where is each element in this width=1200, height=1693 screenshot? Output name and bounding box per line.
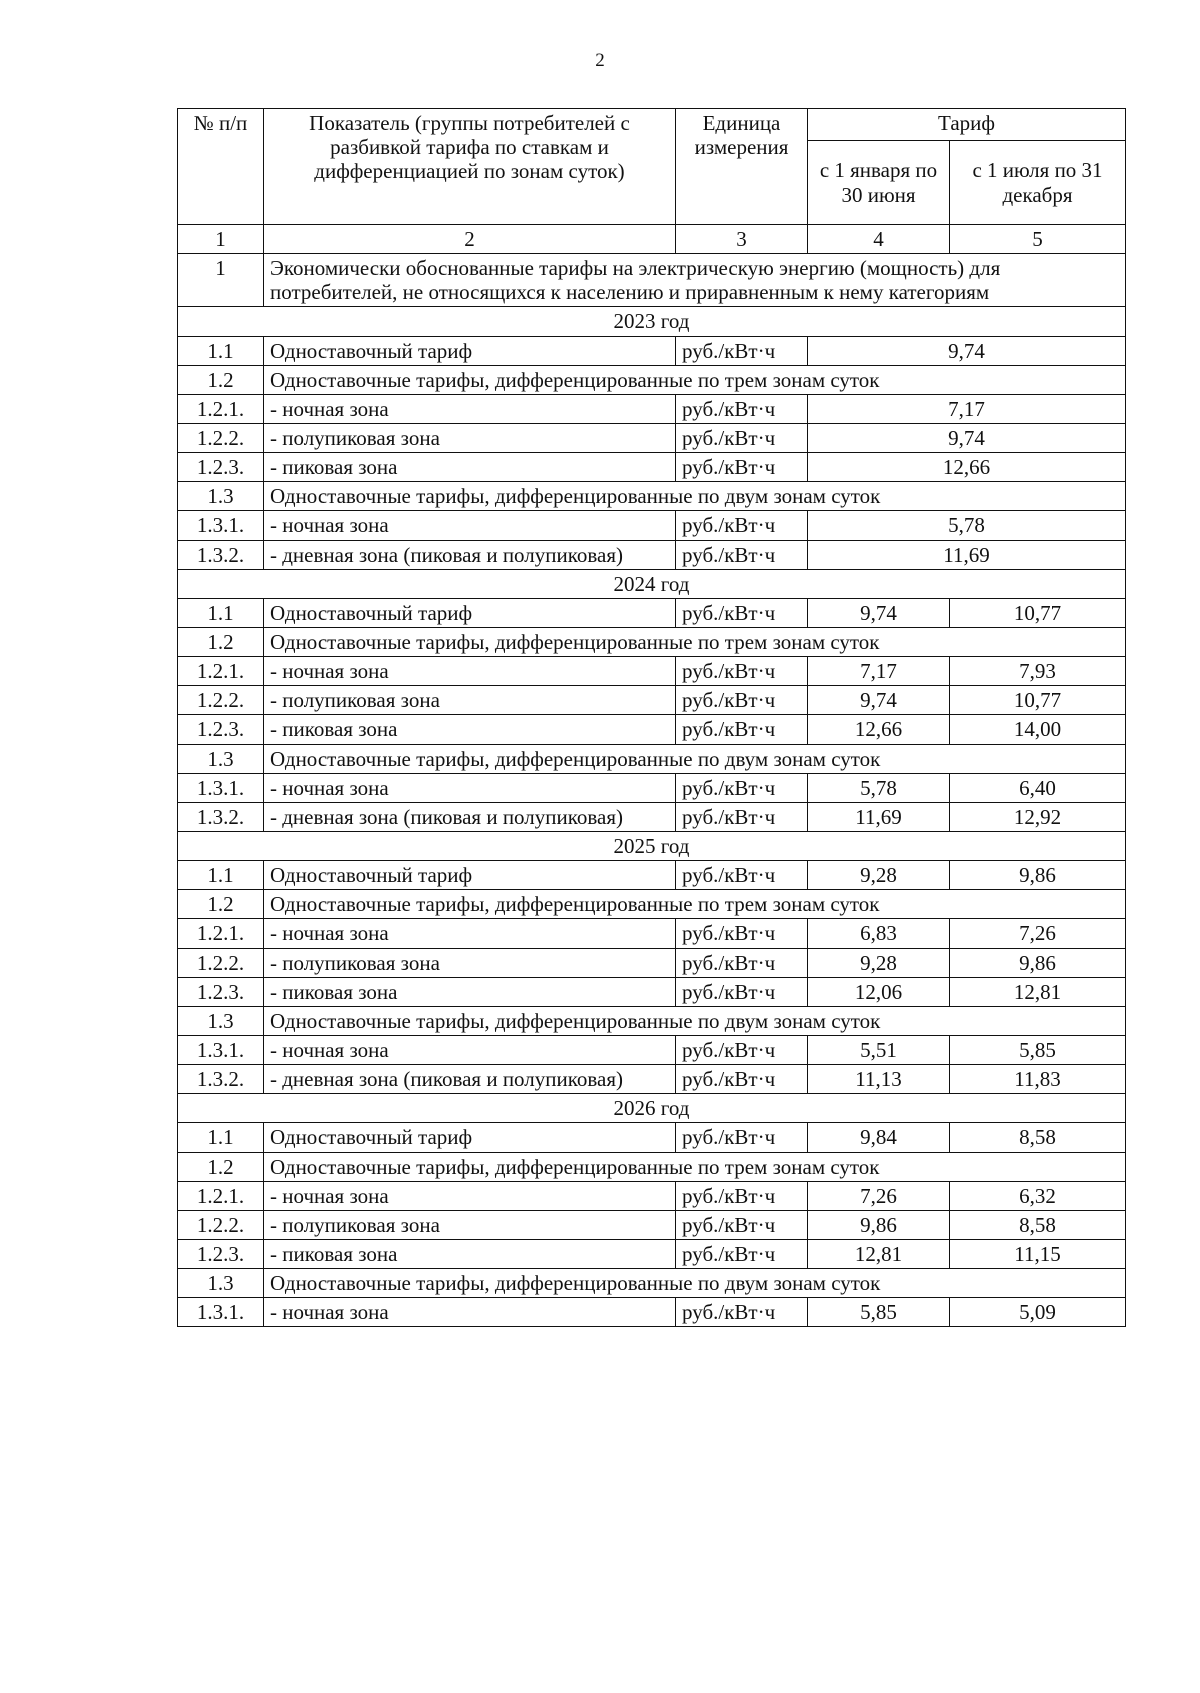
tariff-value-h1: 7,17 bbox=[808, 657, 950, 686]
row-name: - полупиковая зона bbox=[264, 686, 676, 715]
unit-cell: руб./кВт·ч bbox=[676, 1035, 808, 1064]
row-number: 1.2.3. bbox=[178, 715, 264, 744]
row-name: - дневная зона (пиковая и полупиковая) bbox=[264, 1065, 676, 1094]
tariff-value: 5,78 bbox=[808, 511, 1126, 540]
year-row bbox=[178, 831, 1126, 860]
tariff-row bbox=[178, 1065, 1126, 1094]
tariff-row bbox=[178, 1035, 1126, 1064]
tariff-value: 7,17 bbox=[808, 394, 1126, 423]
row-number: 1.2.2. bbox=[178, 948, 264, 977]
unit-cell: руб./кВт·ч bbox=[676, 686, 808, 715]
unit-cell: руб./кВт·ч bbox=[676, 540, 808, 569]
row-name: - дневная зона (пиковая и полупиковая) bbox=[264, 802, 676, 831]
tariff-row bbox=[178, 1210, 1126, 1239]
unit-cell: руб./кВт·ч bbox=[676, 1123, 808, 1152]
year-label: 2024 год bbox=[178, 569, 1126, 598]
row-name: - пиковая зона bbox=[264, 977, 676, 1006]
tariff-row bbox=[178, 1298, 1126, 1327]
row-number: 1.3.2. bbox=[178, 802, 264, 831]
tariff-row bbox=[178, 657, 1126, 686]
section-title: Экономически обоснованные тарифы на электрическую энергию (мощность) для потребителей, не относящихся к населению и приравненным к нему категориям bbox=[264, 254, 1126, 307]
tariff-row bbox=[178, 1181, 1126, 1210]
unit-cell: руб./кВт·ч bbox=[676, 802, 808, 831]
tariff-value-h2: 7,93 bbox=[950, 657, 1126, 686]
tariff-value-h1: 9,28 bbox=[808, 948, 950, 977]
column-number-row bbox=[178, 225, 1126, 254]
column-number: 5 bbox=[950, 225, 1126, 254]
row-number: 1.2.2. bbox=[178, 423, 264, 452]
unit-cell: руб./кВт·ч bbox=[676, 977, 808, 1006]
group-row bbox=[178, 1269, 1126, 1298]
tariff-value-h1: 12,81 bbox=[808, 1239, 950, 1268]
row-number: 1.3 bbox=[178, 1006, 264, 1035]
header-unit: Единица измерения bbox=[676, 109, 808, 225]
tariff-value-h1: 6,83 bbox=[808, 919, 950, 948]
tariff-value: 9,74 bbox=[808, 423, 1126, 452]
section-number: 1 bbox=[178, 254, 264, 307]
tariff-value: 11,69 bbox=[808, 540, 1126, 569]
row-name: Одноставочный тариф bbox=[264, 1123, 676, 1152]
tariff-row bbox=[178, 802, 1126, 831]
year-row bbox=[178, 1094, 1126, 1123]
unit-cell: руб./кВт·ч bbox=[676, 948, 808, 977]
year-row bbox=[178, 307, 1126, 336]
tariff-row bbox=[178, 598, 1126, 627]
tariff-row bbox=[178, 511, 1126, 540]
row-name: - ночная зона bbox=[264, 394, 676, 423]
row-name: - полупиковая зона bbox=[264, 1210, 676, 1239]
row-number: 1.3.2. bbox=[178, 540, 264, 569]
row-number: 1.2.1. bbox=[178, 1181, 264, 1210]
tariff-value-h1: 9,86 bbox=[808, 1210, 950, 1239]
row-name: - пиковая зона bbox=[264, 1239, 676, 1268]
row-name: - ночная зона bbox=[264, 773, 676, 802]
column-number: 1 bbox=[178, 225, 264, 254]
row-name: - дневная зона (пиковая и полупиковая) bbox=[264, 540, 676, 569]
row-number: 1.2.1. bbox=[178, 919, 264, 948]
tariff-value-h1: 9,84 bbox=[808, 1123, 950, 1152]
tariff-row bbox=[178, 423, 1126, 452]
tariff-value-h1: 12,66 bbox=[808, 715, 950, 744]
header-period-1: с 1 января по 30 июня bbox=[808, 141, 950, 225]
group-row bbox=[178, 744, 1126, 773]
group-row bbox=[178, 1152, 1126, 1181]
tariff-value-h2: 9,86 bbox=[950, 861, 1126, 890]
unit-cell: руб./кВт·ч bbox=[676, 336, 808, 365]
unit-cell: руб./кВт·ч bbox=[676, 1298, 808, 1327]
row-number: 1.2 bbox=[178, 627, 264, 656]
tariff-value-h1: 11,13 bbox=[808, 1065, 950, 1094]
tariff-row bbox=[178, 394, 1126, 423]
tariff-value-h2: 9,86 bbox=[950, 948, 1126, 977]
tariff-value-h1: 9,74 bbox=[808, 598, 950, 627]
tariff-value-h2: 5,85 bbox=[950, 1035, 1126, 1064]
row-name: Одноставочный тариф bbox=[264, 861, 676, 890]
tariff-value-h2: 14,00 bbox=[950, 715, 1126, 744]
tariff-value-h2: 12,92 bbox=[950, 802, 1126, 831]
header-indicator: Показатель (группы потребителей с разбивкой тарифа по ставкам и дифференциацией по зонам суток) bbox=[264, 109, 676, 225]
tariff-row bbox=[178, 861, 1126, 890]
year-label: 2025 год bbox=[178, 831, 1126, 860]
unit-cell: руб./кВт·ч bbox=[676, 394, 808, 423]
row-number: 1.3.1. bbox=[178, 1298, 264, 1327]
tariff-row bbox=[178, 977, 1126, 1006]
row-number: 1.3 bbox=[178, 1269, 264, 1298]
unit-cell: руб./кВт·ч bbox=[676, 1210, 808, 1239]
section-row bbox=[178, 254, 1126, 307]
tariff-value-h2: 8,58 bbox=[950, 1210, 1126, 1239]
tariff-value-h1: 9,28 bbox=[808, 861, 950, 890]
group-title: Одноставочные тарифы, дифференцированные по трем зонам суток bbox=[264, 627, 1126, 656]
tariff-value-h2: 7,26 bbox=[950, 919, 1126, 948]
tariff-row bbox=[178, 336, 1126, 365]
row-number: 1.2 bbox=[178, 890, 264, 919]
header-tariff: Тариф bbox=[808, 109, 1126, 141]
tariff-value: 12,66 bbox=[808, 453, 1126, 482]
year-row bbox=[178, 569, 1126, 598]
unit-cell: руб./кВт·ч bbox=[676, 657, 808, 686]
tariff-value-h2: 12,81 bbox=[950, 977, 1126, 1006]
group-row bbox=[178, 1006, 1126, 1035]
unit-cell: руб./кВт·ч bbox=[676, 1239, 808, 1268]
tariff-value-h1: 5,78 bbox=[808, 773, 950, 802]
tariff-value-h2: 10,77 bbox=[950, 686, 1126, 715]
table-header bbox=[178, 109, 1126, 225]
group-title: Одноставочные тарифы, дифференцированные по двум зонам суток bbox=[264, 482, 1126, 511]
tariff-value-h2: 5,09 bbox=[950, 1298, 1126, 1327]
group-title: Одноставочные тарифы, дифференцированные по двум зонам суток bbox=[264, 1006, 1126, 1035]
row-name: Одноставочный тариф bbox=[264, 598, 676, 627]
row-name: - ночная зона bbox=[264, 919, 676, 948]
tariff-row bbox=[178, 540, 1126, 569]
tariff-value-h1: 9,74 bbox=[808, 686, 950, 715]
tariff-row bbox=[178, 686, 1126, 715]
unit-cell: руб./кВт·ч bbox=[676, 1181, 808, 1210]
unit-cell: руб./кВт·ч bbox=[676, 423, 808, 452]
row-name: - ночная зона bbox=[264, 1298, 676, 1327]
column-number: 2 bbox=[264, 225, 676, 254]
row-number: 1.1 bbox=[178, 598, 264, 627]
group-row bbox=[178, 482, 1126, 511]
unit-cell: руб./кВт·ч bbox=[676, 773, 808, 802]
group-title: Одноставочные тарифы, дифференцированные по трем зонам суток bbox=[264, 890, 1126, 919]
column-number: 3 bbox=[676, 225, 808, 254]
tariff-row bbox=[178, 773, 1126, 802]
row-number: 1.1 bbox=[178, 336, 264, 365]
unit-cell: руб./кВт·ч bbox=[676, 919, 808, 948]
tariff-row bbox=[178, 919, 1126, 948]
year-label: 2023 год bbox=[178, 307, 1126, 336]
row-number: 1.2.3. bbox=[178, 977, 264, 1006]
row-number: 1.2.2. bbox=[178, 686, 264, 715]
group-title: Одноставочные тарифы, дифференцированные по трем зонам суток bbox=[264, 1152, 1126, 1181]
row-name: - полупиковая зона bbox=[264, 423, 676, 452]
unit-cell: руб./кВт·ч bbox=[676, 453, 808, 482]
unit-cell: руб./кВт·ч bbox=[676, 511, 808, 540]
tariff-value-h1: 11,69 bbox=[808, 802, 950, 831]
tariff-value: 9,74 bbox=[808, 336, 1126, 365]
row-name: - ночная зона bbox=[264, 657, 676, 686]
row-number: 1.3.1. bbox=[178, 1035, 264, 1064]
row-name: - ночная зона bbox=[264, 511, 676, 540]
row-number: 1.3.2. bbox=[178, 1065, 264, 1094]
row-name: - ночная зона bbox=[264, 1181, 676, 1210]
unit-cell: руб./кВт·ч bbox=[676, 715, 808, 744]
row-number: 1.2.1. bbox=[178, 657, 264, 686]
row-name: Одноставочный тариф bbox=[264, 336, 676, 365]
unit-cell: руб./кВт·ч bbox=[676, 598, 808, 627]
tariff-value-h2: 6,40 bbox=[950, 773, 1126, 802]
tariff-value-h1: 7,26 bbox=[808, 1181, 950, 1210]
year-label: 2026 год bbox=[178, 1094, 1126, 1123]
tariff-value-h2: 6,32 bbox=[950, 1181, 1126, 1210]
group-row bbox=[178, 890, 1126, 919]
row-name: - полупиковая зона bbox=[264, 948, 676, 977]
page-number: 2 bbox=[595, 50, 605, 71]
group-row bbox=[178, 365, 1126, 394]
row-number: 1.3 bbox=[178, 744, 264, 773]
row-number: 1.2.2. bbox=[178, 1210, 264, 1239]
group-title: Одноставочные тарифы, дифференцированные по двум зонам суток bbox=[264, 1269, 1126, 1298]
group-title: Одноставочные тарифы, дифференцированные по трем зонам суток bbox=[264, 365, 1126, 394]
row-name: - пиковая зона bbox=[264, 453, 676, 482]
tariff-row bbox=[178, 1239, 1126, 1268]
tariff-value-h1: 5,51 bbox=[808, 1035, 950, 1064]
tariff-row bbox=[178, 453, 1126, 482]
row-number: 1.2 bbox=[178, 365, 264, 394]
tariff-row bbox=[178, 948, 1126, 977]
unit-cell: руб./кВт·ч bbox=[676, 861, 808, 890]
tariff-table bbox=[177, 108, 1126, 1327]
tariff-row bbox=[178, 1123, 1126, 1152]
row-number: 1.3.1. bbox=[178, 511, 264, 540]
row-number: 1.3.1. bbox=[178, 773, 264, 802]
row-number: 1.2.3. bbox=[178, 453, 264, 482]
row-name: - ночная зона bbox=[264, 1035, 676, 1064]
group-row bbox=[178, 627, 1126, 656]
header-period-2: с 1 июля по 31 декабря bbox=[950, 141, 1126, 225]
tariff-row bbox=[178, 715, 1126, 744]
row-number: 1.1 bbox=[178, 1123, 264, 1152]
row-name: - пиковая зона bbox=[264, 715, 676, 744]
row-number: 1.2 bbox=[178, 1152, 264, 1181]
tariff-value-h2: 11,15 bbox=[950, 1239, 1126, 1268]
tariff-value-h1: 12,06 bbox=[808, 977, 950, 1006]
table-body bbox=[178, 225, 1126, 1327]
row-number: 1.3 bbox=[178, 482, 264, 511]
column-number: 4 bbox=[808, 225, 950, 254]
row-number: 1.1 bbox=[178, 861, 264, 890]
header-num: № п/п bbox=[178, 109, 264, 225]
tariff-value-h2: 11,83 bbox=[950, 1065, 1126, 1094]
unit-cell: руб./кВт·ч bbox=[676, 1065, 808, 1094]
tariff-value-h2: 10,77 bbox=[950, 598, 1126, 627]
row-number: 1.2.3. bbox=[178, 1239, 264, 1268]
tariff-value-h1: 5,85 bbox=[808, 1298, 950, 1327]
row-number: 1.2.1. bbox=[178, 394, 264, 423]
group-title: Одноставочные тарифы, дифференцированные по двум зонам суток bbox=[264, 744, 1126, 773]
tariff-value-h2: 8,58 bbox=[950, 1123, 1126, 1152]
